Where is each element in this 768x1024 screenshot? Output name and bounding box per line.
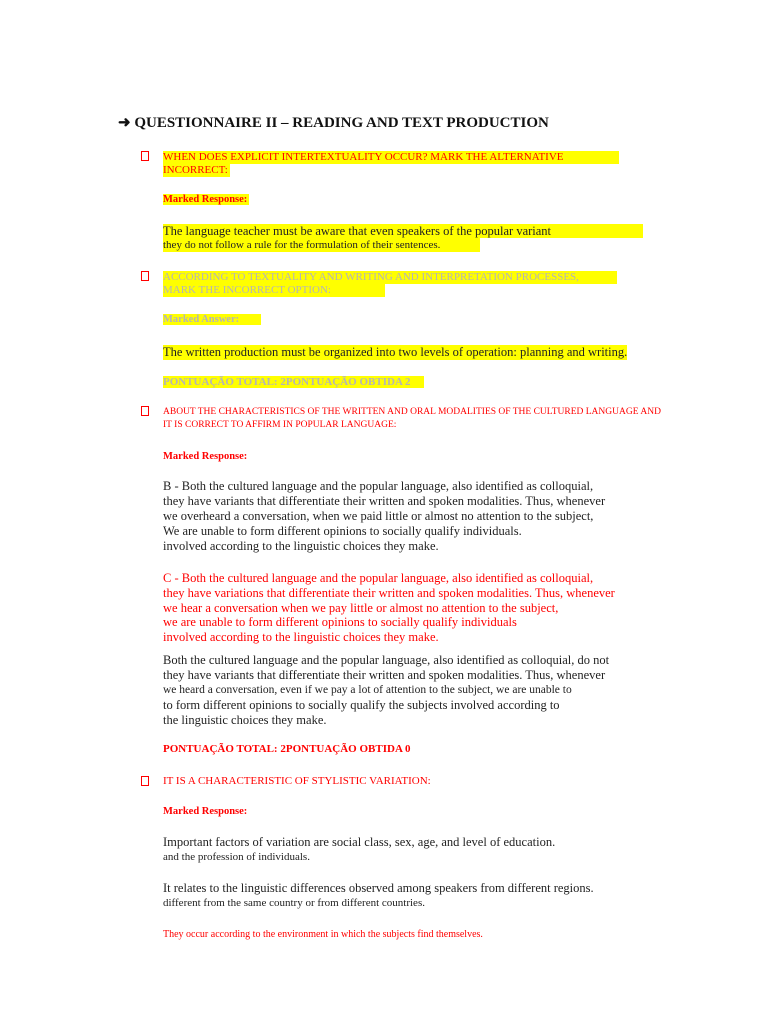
question-1	[163, 151, 619, 177]
question-3-line-2: IT IS CORRECT TO AFFIRM IN POPULAR LANGUAGE:	[163, 420, 397, 430]
option-d	[163, 653, 609, 728]
option-c	[163, 571, 615, 645]
question-4: IT IS A CHARACTERISTIC OF STYLISTIC VARIATION:	[163, 775, 431, 787]
option-b-line-3: we overheard a conversation, when we paid little or almost no attention to the subject,	[163, 509, 594, 523]
option-c-line-5: involved according to the linguistic choices they make.	[163, 630, 439, 645]
option-b-line-1: B - Both the cultured language and the popular language, also identified as colloquial,	[163, 479, 594, 493]
score-3: PONTUAÇÃO TOTAL: 2PONTUAÇÃO OBTIDA 0	[163, 743, 411, 755]
question-1-line-1: WHEN DOES EXPLICIT INTERTEXTUALITY OCCUR? MARK THE ALTERNATIVE	[163, 151, 619, 164]
score-2: PONTUAÇÃO TOTAL: 2PONTUAÇÃO OBTIDA 2	[163, 376, 424, 388]
option-4-2-line-2: different from the same country or from different countries.	[163, 897, 425, 909]
question-3	[163, 406, 661, 432]
answer-1-line-2: they do not follow a rule for the formulation of their sentences.	[163, 238, 480, 252]
option-d-line-4: to form different opinions to socially qualify the subjects involved according to	[163, 698, 560, 712]
answer-1	[163, 224, 643, 252]
answer-1-line-1: The language teacher must be aware that even speakers of the popular variant	[163, 224, 643, 238]
option-b-line-5: involved according to the linguistic choices they make.	[163, 539, 439, 553]
question-3-line-1: ABOUT THE CHARACTERISTICS OF THE WRITTEN AND ORAL MODALITIES OF THE CULTURED LANGUAGE AND	[163, 407, 661, 417]
page-title	[118, 113, 549, 132]
marked-response-label: Marked Response:	[163, 451, 248, 462]
question-2	[163, 271, 617, 297]
checkbox-icon	[141, 271, 149, 281]
marked-answer-label: Marked Answer:	[163, 314, 261, 325]
option-4-2-line-1: It relates to the linguistic differences observed among speakers from different regions.	[163, 881, 594, 895]
arrow-icon: ➜	[118, 115, 131, 131]
marked-response-label: Marked Response:	[163, 806, 248, 817]
option-c-line-4: we are unable to form different opinions to socially qualify individuals	[163, 615, 517, 630]
option-c-line-3: we hear a conversation when we pay little or almost no attention to the subject,	[163, 600, 559, 615]
option-4-1	[163, 835, 555, 865]
checkbox-icon	[141, 151, 149, 161]
option-4-1-line-2: and the profession of individuals.	[163, 851, 310, 863]
option-b-line-2: they have variants that differentiate their written and spoken modalities. Thus, whenever	[163, 494, 606, 508]
page-title-text: QUESTIONNAIRE II – READING AND TEXT PRODUCTION	[134, 115, 549, 131]
option-b-line-4: We are unable to form different opinions to socially qualify individuals.	[163, 524, 522, 538]
option-4-2	[163, 881, 594, 911]
checkbox-icon	[141, 776, 149, 786]
option-c-line-2: they have variations that differentiate their written and spoken modalities. Thus, whenever	[163, 585, 615, 600]
question-2-line-1: ACCORDING TO TEXTUALITY AND WRITING AND INTERPRETATION PROCESSES,	[163, 271, 617, 284]
option-4-1-line-1: Important factors of variation are social class, sex, age, and level of education.	[163, 835, 556, 849]
option-d-line-2: they have variants that differentiate their written and spoken modalities. Thus, whenever	[163, 668, 606, 682]
option-c-line-1: C - Both the cultured language and the popular language, also identified as colloquial,	[163, 571, 594, 585]
option-b	[163, 479, 605, 554]
option-d-line-5: the linguistic choices they make.	[163, 713, 327, 727]
answer-2: The written production must be organized into two levels of operation: planning and writing.	[163, 345, 628, 359]
question-2-line-2: MARK THE INCORRECT OPTION:	[163, 284, 385, 297]
option-4-3: They occur according to the environment in which the subjects find themselves.	[163, 929, 483, 940]
marked-response-label: Marked Response:	[163, 194, 248, 205]
option-d-line-3: we heard a conversation, even if we pay a lot of attention to the subject, we are unable to	[163, 684, 572, 696]
checkbox-icon	[141, 406, 149, 416]
option-d-line-1: Both the cultured language and the popular language, also identified as colloquial, do not	[163, 653, 610, 667]
question-1-line-2: INCORRECT:	[163, 164, 230, 177]
